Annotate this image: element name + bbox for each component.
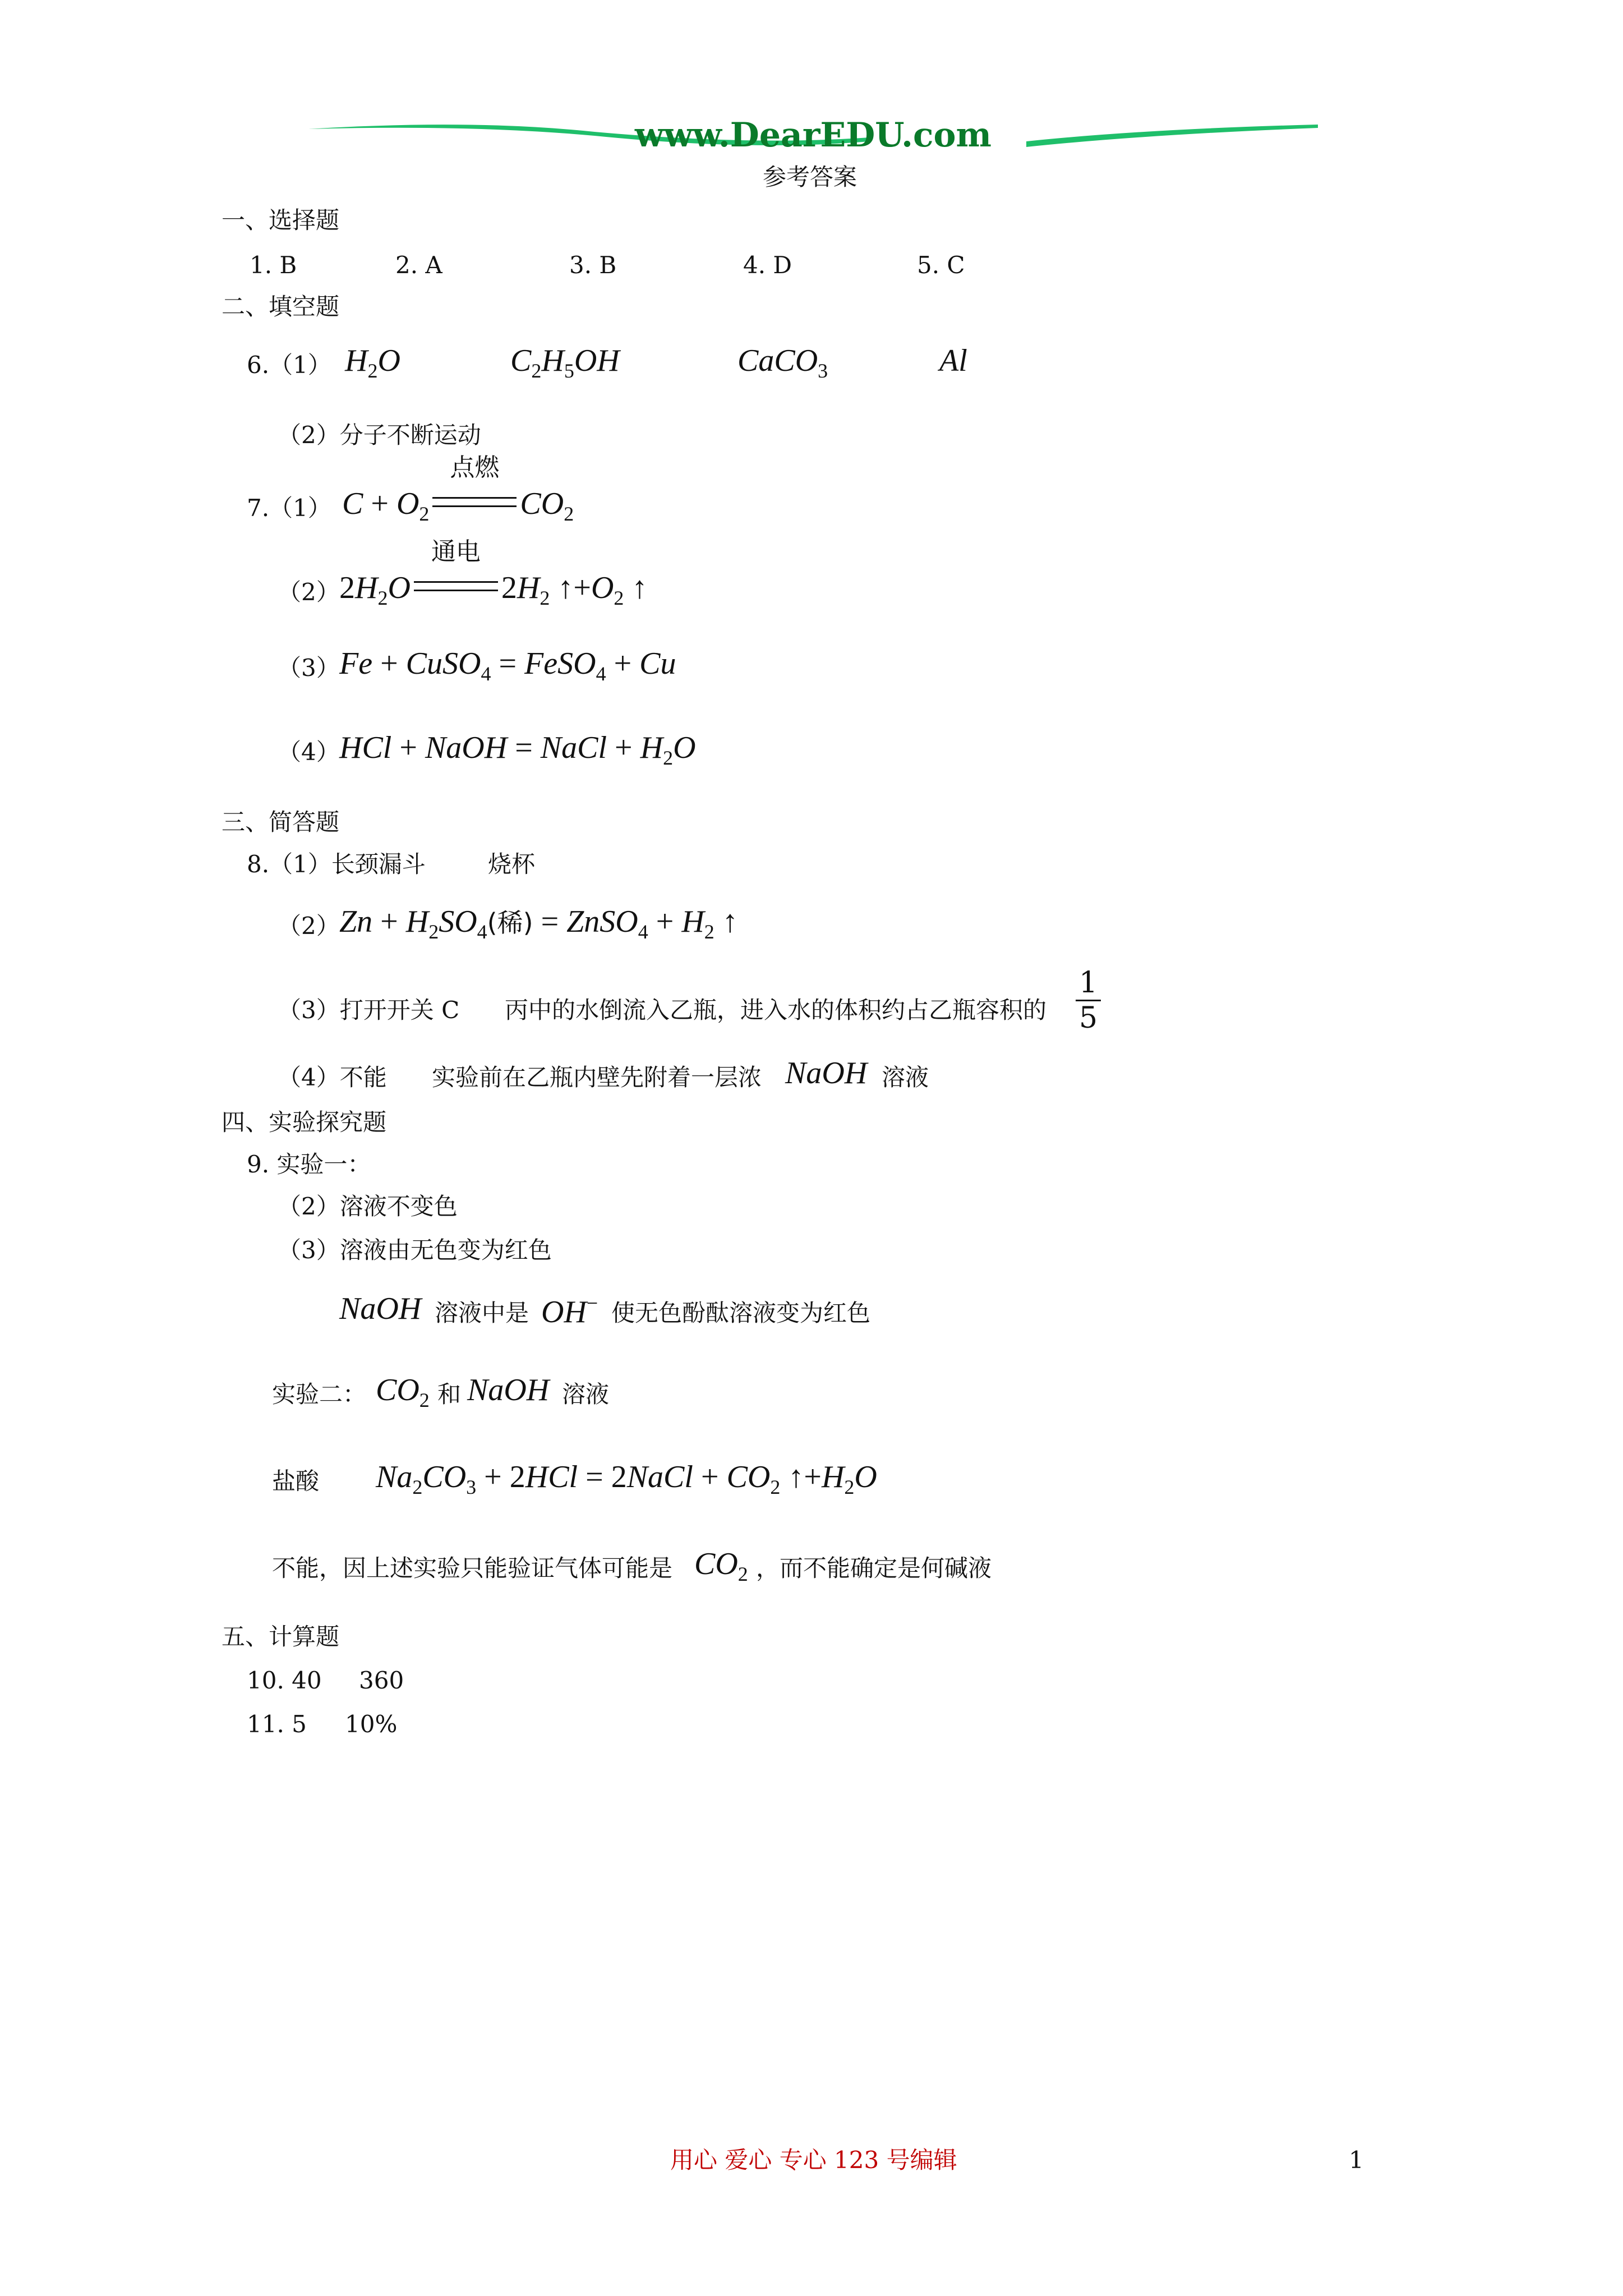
formula-aluminum: Al (939, 343, 967, 378)
equation-carbon-combustion: $C + O_2$ 点燃 $CO_2$ (342, 453, 574, 525)
page-number: 1 (1349, 2146, 1364, 2174)
formula-hydroxide-ion: OH− (541, 1292, 598, 1329)
section-heading: 一、选择题 (222, 206, 340, 234)
answer-text: 烧杯 (488, 850, 536, 878)
answer-text: （3）溶液由无色变为红色 (278, 1236, 552, 1264)
answer-text: 和 (437, 1381, 462, 1408)
formula-sodium-hydroxide: NaOH (467, 1373, 550, 1407)
formula-carbon-dioxide: $CO_2$ (376, 1373, 430, 1411)
question-label: （3） (278, 654, 340, 682)
answer-text: 不能，因上述实验只能验证气体可能是 (272, 1554, 673, 1582)
answer-text: ，而不能确定是何碱液 (756, 1554, 992, 1582)
answer-choice: 4. D (743, 251, 792, 279)
site-logo-text: www.DearEDU.com (634, 116, 992, 155)
section-heading: 四、实验探究题 (222, 1108, 387, 1136)
formula-sodium-hydroxide: NaOH (339, 1291, 422, 1326)
question-label: 7.（1） (247, 494, 331, 522)
question-label: （2） (278, 578, 340, 606)
answer-choice: 3. B (569, 251, 617, 279)
answer-choice: 2. A (395, 251, 442, 279)
fraction-numerator: 1 (1076, 966, 1101, 1001)
answer-text: 溶液 (882, 1064, 929, 1091)
answer-text: 8.（1）长颈漏斗 (247, 850, 426, 878)
answer-text: 溶液中是 (435, 1299, 529, 1327)
answer-text: 实验前在乙瓶内壁先附着一层浓 (432, 1064, 762, 1091)
answer-text: 10% (345, 1710, 398, 1738)
answer-text: （3）打开开关 C (278, 996, 460, 1024)
question-label: 6.（1） (247, 351, 331, 379)
section-heading: 五、计算题 (222, 1623, 340, 1650)
site-banner (303, 112, 1324, 163)
equation-iron-copper-sulfate: Fe + CuSO$_4$ = FeSO$_4$ + Cu (339, 646, 676, 685)
question-label: （4） (278, 738, 340, 766)
answer-text: （2）溶液不变色 (278, 1193, 458, 1220)
answer-text: 360 (359, 1667, 404, 1694)
answer-text: 实验二： (272, 1381, 367, 1408)
answer-text: 盐酸 (272, 1467, 320, 1495)
question-label: （2） (278, 912, 340, 940)
reaction-condition: 通电 (431, 537, 481, 566)
formula-water: $H_2O$ (345, 343, 400, 382)
answer-text: 11. 5 (247, 1710, 307, 1738)
equation-zinc-sulfuric-acid: $Zn + H_2SO_4$(稀) = ZnSO$_4$ + $H_2$ ↑ (339, 904, 738, 943)
equation-carbonate-acid: $Na_2CO_3 + 2HCl$ = 2NaCl + $CO_2$ $↑+H_2O$ (376, 1460, 877, 1498)
formula-ethanol: $C_2H_5OH$ (510, 343, 620, 382)
answer-text: 9. 实验一： (247, 1151, 371, 1178)
fraction (1071, 966, 1101, 1035)
page-title: 参考答案 (763, 163, 857, 191)
answer-text: 使无色酚酞溶液变为红色 (611, 1299, 871, 1327)
formula-carbon-dioxide: $CO_2$ (694, 1547, 748, 1585)
answer-choice: 5. C (917, 251, 965, 279)
reaction-condition: 点燃 (450, 453, 500, 482)
answer-text: 丙中的水倒流入乙瓶，进入水的体积约占乙瓶容积的 (505, 996, 1047, 1024)
fraction-denominator: 5 (1079, 1001, 1098, 1035)
footer-note: 用心 爱心 专心 123 号编辑 (670, 2146, 957, 2174)
answer-choice: 1. B (250, 251, 297, 279)
equation-water-electrolysis: $2H_2O$ 通电 $2H_2$ $↑+O_2$ ↑ (339, 537, 648, 609)
section-heading: 二、填空题 (222, 293, 340, 320)
answer-text: （2）分子不断运动 (278, 421, 481, 449)
answer-text: 10. 40 (247, 1667, 322, 1694)
answer-text: 溶液 (562, 1381, 610, 1408)
equation-neutralization: HCl + NaOH = NaCl + $H_2O$ (339, 730, 696, 769)
formula-calcium-carbonate: CaCO$_3$ (737, 343, 828, 382)
answer-text: （4）不能 (278, 1064, 387, 1091)
formula-sodium-hydroxide: NaOH (785, 1056, 868, 1091)
section-heading: 三、简答题 (222, 808, 340, 836)
